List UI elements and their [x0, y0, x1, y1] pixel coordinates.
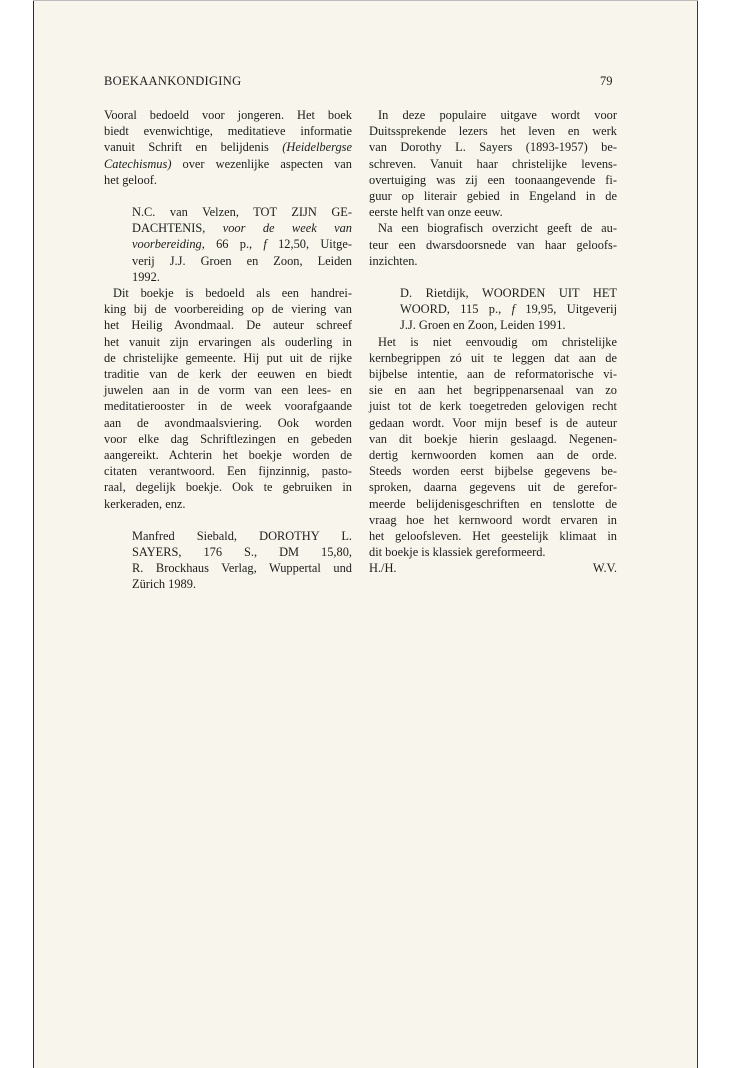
- text-line: raal, degelijk boekje. Ook te gebruiken in: [104, 480, 352, 495]
- text-line: het geloof.: [104, 172, 157, 187]
- text-line: kerkeraden, enz.: [104, 496, 186, 511]
- reviewer-signature: [369, 560, 617, 576]
- book-citation-velzen: [104, 204, 352, 285]
- text-line: eerste helft van onze eeuw.: [369, 205, 503, 220]
- text-line: gedaan wordt. Voor mijn besef is de auteur: [369, 415, 617, 430]
- text-line: van dit boekje hierin geslaagd. Negenen-: [369, 431, 617, 446]
- text-line: meerde belijdenisgeschriften en tenslotte de: [369, 496, 617, 511]
- text-line: Vooral bedoeld voor jongeren. Het boek: [104, 108, 352, 122]
- text-line: juwelen aan in de vorm van een lees- en: [104, 383, 352, 398]
- text-line: king bij de voorbereiding op de viering van: [104, 302, 352, 317]
- text-line: In deze populaire uitgave wordt voor: [378, 108, 617, 122]
- text-line: inzichten.: [369, 253, 418, 268]
- text-line: biedt evenwichtige, meditatieve informatie: [104, 124, 352, 139]
- text-line: juist tot de kerk toegetreden gelovigen recht: [369, 399, 617, 414]
- text-line: verij J.J. Groen en Zoon, Leiden: [132, 253, 352, 268]
- text-line: bijbelse intentie, aan de reformatorische vi-: [369, 367, 617, 382]
- text-line: voorbereiding, 66 p., f 12,50, Uitge-: [132, 237, 353, 252]
- text-line: kernbegrippen zó uit te leggen dat aan de: [369, 350, 617, 365]
- text-line: DACHTENIS, voor de week van: [132, 221, 352, 236]
- text-line: Na een biografisch overzicht geeft de au-: [378, 221, 617, 236]
- text-line: dertig kernwoorden komen aan de orde.: [369, 448, 617, 463]
- text-line: Manfred Siebald, DOROTHY L.: [132, 528, 352, 543]
- book-citation-siebald: [104, 528, 352, 593]
- running-header: BOEKAANKONDIGING: [104, 74, 242, 88]
- page-edge-left: [33, 0, 34, 1068]
- review-paragraph-velzen: [104, 285, 352, 512]
- text-line: sie en aan het begrippenarsenaal van zo: [369, 383, 617, 398]
- text-line: Het is niet eenvoudig om christelijke: [378, 334, 617, 349]
- text-line: Zürich 1989.: [132, 577, 197, 592]
- text-line: Duitssprekende lezers het leven en werk: [369, 124, 617, 139]
- text-line: aan de avondmaalsviering. Ook worden: [104, 415, 352, 430]
- text-line: vraag hoe het kernwoord wordt ervaren in: [369, 512, 617, 527]
- text-line: het vanuit zijn ervaringen als ouderling in: [104, 334, 352, 349]
- text-line: meditatierooster in de week voorafgaande: [104, 399, 352, 414]
- text-line: het Heilig Avondmaal. De auteur schreef: [104, 318, 352, 333]
- book-citation-rietdijk: [369, 285, 617, 334]
- text-line: vanuit Schrift en belijdenis (Heidelbergse: [104, 140, 352, 155]
- text-line: SAYERS, 176 S., DM 15,80,: [132, 545, 352, 560]
- text-line: J.J. Groen en Zoon, Leiden 1991.: [400, 318, 566, 333]
- review-paragraph-sayers: [369, 107, 617, 269]
- text-line: de christelijke gemeente. Hij put uit de rijke: [104, 350, 352, 365]
- text-line: van Dorothy L. Sayers (1893-1957) be-: [369, 140, 617, 155]
- text-line: guur op literair gebied in Engeland in de: [369, 189, 617, 204]
- page-number: 79: [600, 74, 613, 88]
- text-line: aangereikt. Achterin het boekje worden de: [104, 448, 352, 463]
- text-line: traditie van de kerk der eeuwen en biedt: [104, 367, 352, 382]
- text-line: 1992.: [132, 269, 160, 284]
- signature-initials-left: H./H.: [369, 561, 397, 576]
- text-line: voor elke dag Schriftlezingen en gebeden: [104, 431, 352, 446]
- text-line: WOORD, 115 p., f 19,95, Uitgeverij: [400, 302, 618, 317]
- signature-initials-right: W.V.: [592, 561, 617, 576]
- text-line: Catechismus) over wezenlijke aspecten van: [104, 156, 352, 171]
- text-line: R. Brockhaus Verlag, Wuppertal und: [132, 561, 352, 576]
- left-column: [104, 107, 352, 593]
- text-line: Steeds worden eerst bijbelse gegevens be-: [369, 464, 617, 479]
- text-line: sproken, daarna gegevens uit de gerefor-: [369, 480, 617, 495]
- text-line: Dit boekje is bedoeld als een handrei-: [113, 286, 352, 301]
- intro-paragraph: [104, 107, 352, 188]
- text-line: teur een dwarsdoorsnede van haar geloofs-: [369, 237, 617, 252]
- text-line: D. Rietdijk, WOORDEN UIT HET: [400, 286, 617, 301]
- text-line: overtuiging was zij een toonaangevende fi-: [369, 172, 617, 187]
- text-line: dit boekje is klassiek gereformeerd.: [369, 545, 546, 560]
- page-edge-top: [33, 0, 698, 1]
- text-line: het geloofsleven. Het geestelijk klimaat in: [369, 529, 617, 544]
- page-edge-right: [697, 0, 698, 1068]
- text-line: schreven. Vanuit haar christelijke levens-: [369, 156, 617, 171]
- text-line: citaten verantwoord. Een fijnzinnig, pasto-: [104, 464, 352, 479]
- text-line: N.C. van Velzen, TOT ZIJN GE-: [132, 205, 352, 220]
- review-paragraph-rietdijk: [369, 334, 617, 561]
- right-column: [369, 107, 617, 577]
